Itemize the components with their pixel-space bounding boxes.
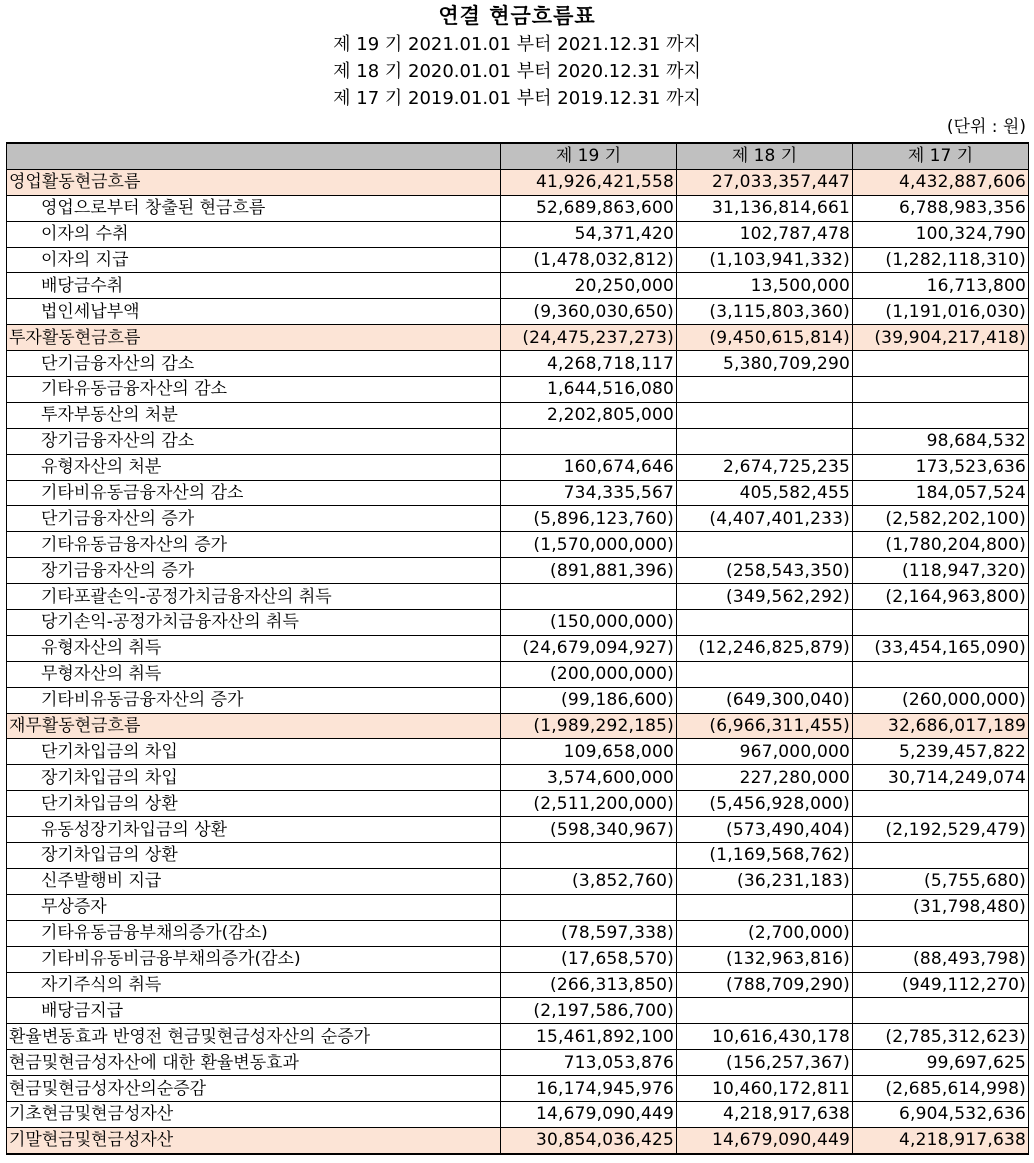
value-period-17: (260,000,000) [853, 687, 1029, 713]
value-period-17: (2,582,202,100) [853, 506, 1029, 532]
row-label: 기타비유동금융자산의 증가 [7, 687, 501, 713]
value-period-18: 5,380,709,290 [677, 351, 853, 377]
row-label: 장기차입금의 상환 [7, 843, 501, 869]
row-label: 법인세납부액 [7, 299, 501, 325]
value-period-18: 31,136,814,661 [677, 195, 853, 221]
value-period-19: 14,679,090,449 [501, 1101, 677, 1127]
row-label: 신주발행비 지급 [7, 868, 501, 894]
value-period-17: (2,164,963,800) [853, 584, 1029, 610]
row-label: 무형자산의 취득 [7, 661, 501, 687]
table-row [7, 299, 1029, 325]
value-period-19: (17,658,570) [501, 946, 677, 972]
value-period-19: (1,478,032,812) [501, 247, 677, 273]
value-period-19: (200,000,000) [501, 661, 677, 687]
value-period-19: (2,511,200,000) [501, 791, 677, 817]
value-period-19: 15,461,892,100 [501, 1024, 677, 1050]
row-label: 장기차입금의 차입 [7, 765, 501, 791]
header-period-18: 제 18 기 [677, 143, 853, 169]
value-period-18: (4,407,401,233) [677, 506, 853, 532]
row-label: 단기금융자산의 감소 [7, 351, 501, 377]
table-row [7, 946, 1029, 972]
value-period-18: 14,679,090,449 [677, 1127, 853, 1153]
value-period-18: (1,169,568,762) [677, 843, 853, 869]
value-period-19: (24,679,094,927) [501, 635, 677, 661]
period-line-18: 제 18 기 2020.01.01 부터 2020.12.31 까지 [333, 61, 701, 82]
value-period-18 [677, 610, 853, 636]
header-row [7, 143, 1029, 169]
row-label: 영업으로부터 창출된 현금흐름 [7, 195, 501, 221]
value-period-19: 20,250,000 [501, 273, 677, 299]
row-label: 무상증자 [7, 894, 501, 920]
table-row [7, 558, 1029, 584]
row-label: 기말현금및현금성자산 [7, 1127, 501, 1153]
value-period-18 [677, 661, 853, 687]
value-period-18: (156,257,367) [677, 1050, 853, 1076]
header-period-17: 제 17 기 [853, 143, 1029, 169]
value-period-17: 98,684,532 [853, 428, 1029, 454]
table-row [7, 610, 1029, 636]
value-period-18: (6,966,311,455) [677, 713, 853, 739]
value-period-19: 4,268,718,117 [501, 351, 677, 377]
value-period-17 [853, 610, 1029, 636]
value-period-19: 1,644,516,080 [501, 377, 677, 403]
value-period-18: 405,582,455 [677, 480, 853, 506]
value-period-19: (2,197,586,700) [501, 998, 677, 1024]
value-period-18: (573,490,404) [677, 817, 853, 843]
row-label: 유형자산의 취득 [7, 635, 501, 661]
value-period-17 [853, 920, 1029, 946]
value-period-17: (31,798,480) [853, 894, 1029, 920]
row-label: 배당금수취 [7, 273, 501, 299]
row-label: 현금및현금성자산에 대한 환율변동효과 [7, 1050, 501, 1076]
table-row [7, 972, 1029, 998]
table-row [7, 661, 1029, 687]
value-period-19: (150,000,000) [501, 610, 677, 636]
value-period-19: 52,689,863,600 [501, 195, 677, 221]
value-period-17: 6,788,983,356 [853, 195, 1029, 221]
value-period-17: 5,239,457,822 [853, 739, 1029, 765]
table-row [7, 868, 1029, 894]
table-row [7, 739, 1029, 765]
value-period-18: 4,218,917,638 [677, 1101, 853, 1127]
row-label: 현금및현금성자산의순증감 [7, 1076, 501, 1102]
value-period-19: (5,896,123,760) [501, 506, 677, 532]
value-period-19: 2,202,805,000 [501, 402, 677, 428]
table-row [7, 428, 1029, 454]
cash-flow-table [6, 142, 1029, 1155]
value-period-17: 6,904,532,636 [853, 1101, 1029, 1127]
table-row [7, 506, 1029, 532]
value-period-17 [853, 791, 1029, 817]
table-row [7, 351, 1029, 377]
table-section-row [7, 713, 1029, 739]
value-period-19 [501, 428, 677, 454]
value-period-19: (24,475,237,273) [501, 325, 677, 351]
value-period-17 [853, 843, 1029, 869]
value-period-17: (2,685,614,998) [853, 1076, 1029, 1102]
value-period-19: (266,313,850) [501, 972, 677, 998]
table-row [7, 402, 1029, 428]
table-section-row [7, 169, 1029, 195]
table-row [7, 480, 1029, 506]
value-period-17: (2,192,529,479) [853, 817, 1029, 843]
row-label: 배당금지급 [7, 998, 501, 1024]
value-period-19: 3,574,600,000 [501, 765, 677, 791]
value-period-17: 32,686,017,189 [853, 713, 1029, 739]
value-period-18: 2,674,725,235 [677, 454, 853, 480]
value-period-18: 102,787,478 [677, 221, 853, 247]
value-period-19: (3,852,760) [501, 868, 677, 894]
value-period-17 [853, 661, 1029, 687]
value-period-17: 99,697,625 [853, 1050, 1029, 1076]
value-period-18: 27,033,357,447 [677, 169, 853, 195]
table-section-row [7, 325, 1029, 351]
table-section-row [7, 1076, 1029, 1102]
unit-label: (단위 : 원) [946, 117, 1026, 137]
header-period-19: 제 19 기 [501, 143, 677, 169]
value-period-17: (39,904,217,418) [853, 325, 1029, 351]
value-period-17: (118,947,320) [853, 558, 1029, 584]
table-section-row [7, 1050, 1029, 1076]
table-row [7, 247, 1029, 273]
table-row [7, 920, 1029, 946]
row-label: 자기주식의 취득 [7, 972, 501, 998]
value-period-17: (949,112,270) [853, 972, 1029, 998]
row-label: 재무활동현금흐름 [7, 713, 501, 739]
value-period-17: (1,780,204,800) [853, 532, 1029, 558]
row-label: 유형자산의 처분 [7, 454, 501, 480]
row-label: 기초현금및현금성자산 [7, 1101, 501, 1127]
value-period-17: 173,523,636 [853, 454, 1029, 480]
value-period-17 [853, 377, 1029, 403]
row-label: 기타유동금융자산의 증가 [7, 532, 501, 558]
value-period-17 [853, 998, 1029, 1024]
value-period-19: (1,570,000,000) [501, 532, 677, 558]
row-label: 이자의 수취 [7, 221, 501, 247]
table-row [7, 687, 1029, 713]
row-label: 단기차입금의 차입 [7, 739, 501, 765]
value-period-17: 16,713,800 [853, 273, 1029, 299]
table-row [7, 765, 1029, 791]
value-period-17: 4,432,887,606 [853, 169, 1029, 195]
value-period-17: 184,057,524 [853, 480, 1029, 506]
value-period-19: 160,674,646 [501, 454, 677, 480]
value-period-17: (2,785,312,623) [853, 1024, 1029, 1050]
value-period-17: (1,191,016,030) [853, 299, 1029, 325]
value-period-19: (99,186,600) [501, 687, 677, 713]
value-period-18 [677, 377, 853, 403]
value-period-18 [677, 428, 853, 454]
row-label: 유동성장기차입금의 상환 [7, 817, 501, 843]
value-period-19: 713,053,876 [501, 1050, 677, 1076]
row-label: 기타포괄손익-공정가치금융자산의 취득 [7, 584, 501, 610]
value-period-18: (788,709,290) [677, 972, 853, 998]
value-period-19: 54,371,420 [501, 221, 677, 247]
value-period-19: 30,854,036,425 [501, 1127, 677, 1153]
value-period-19 [501, 894, 677, 920]
value-period-18: (258,543,350) [677, 558, 853, 584]
value-period-18 [677, 532, 853, 558]
value-period-17: (33,454,165,090) [853, 635, 1029, 661]
value-period-17: 100,324,790 [853, 221, 1029, 247]
value-period-17: 4,218,917,638 [853, 1127, 1029, 1153]
value-period-19: (78,597,338) [501, 920, 677, 946]
table-row [7, 195, 1029, 221]
period-line-17: 제 17 기 2019.01.01 부터 2019.12.31 까지 [333, 88, 701, 109]
value-period-18: (36,231,183) [677, 868, 853, 894]
value-period-17 [853, 351, 1029, 377]
value-period-17: (5,755,680) [853, 868, 1029, 894]
value-period-18: 967,000,000 [677, 739, 853, 765]
row-label: 투자활동현금흐름 [7, 325, 501, 351]
row-label: 장기금융자산의 증가 [7, 558, 501, 584]
table-row [7, 635, 1029, 661]
table-row [7, 454, 1029, 480]
value-period-18: 10,616,430,178 [677, 1024, 853, 1050]
value-period-18: (5,456,928,000) [677, 791, 853, 817]
row-label: 기타비유동비금융부채의증가(감소) [7, 946, 501, 972]
value-period-18: (2,700,000) [677, 920, 853, 946]
table-section-row [7, 1101, 1029, 1127]
value-period-18 [677, 402, 853, 428]
table-row [7, 894, 1029, 920]
value-period-19: 16,174,945,976 [501, 1076, 677, 1102]
value-period-19: (891,881,396) [501, 558, 677, 584]
value-period-19: (1,989,292,185) [501, 713, 677, 739]
value-period-17: 30,714,249,074 [853, 765, 1029, 791]
row-label: 이자의 지급 [7, 247, 501, 273]
row-label: 기타유동금융자산의 감소 [7, 377, 501, 403]
row-label: 환율변동효과 반영전 현금및현금성자산의 순증가 [7, 1024, 501, 1050]
value-period-19: (598,340,967) [501, 817, 677, 843]
value-period-18 [677, 894, 853, 920]
value-period-19 [501, 584, 677, 610]
value-period-18: 13,500,000 [677, 273, 853, 299]
row-label: 기타유동금융부채의증가(감소) [7, 920, 501, 946]
value-period-18: (132,963,816) [677, 946, 853, 972]
table-body [7, 169, 1029, 1153]
table-row [7, 817, 1029, 843]
value-period-18: 10,460,172,811 [677, 1076, 853, 1102]
value-period-19 [501, 843, 677, 869]
table-row [7, 843, 1029, 869]
row-label: 기타비유동금융자산의 감소 [7, 480, 501, 506]
value-period-18 [677, 998, 853, 1024]
row-label: 장기금융자산의 감소 [7, 428, 501, 454]
value-period-17: (1,282,118,310) [853, 247, 1029, 273]
period-line-19: 제 19 기 2021.01.01 부터 2021.12.31 까지 [333, 34, 701, 55]
value-period-18: (1,103,941,332) [677, 247, 853, 273]
row-label: 영업활동현금흐름 [7, 169, 501, 195]
document-title: 연결 현금흐름표 [438, 4, 596, 28]
table-row [7, 377, 1029, 403]
value-period-18: (349,562,292) [677, 584, 853, 610]
value-period-18: (649,300,040) [677, 687, 853, 713]
row-label: 투자부동산의 처분 [7, 402, 501, 428]
table-row [7, 791, 1029, 817]
row-label: 당기손익-공정가치금융자산의 취득 [7, 610, 501, 636]
row-label: 단기금융자산의 증가 [7, 506, 501, 532]
table-section-row [7, 1024, 1029, 1050]
header-account [7, 143, 501, 169]
value-period-17 [853, 402, 1029, 428]
value-period-19: 109,658,000 [501, 739, 677, 765]
value-period-18: (3,115,803,360) [677, 299, 853, 325]
value-period-18: 227,280,000 [677, 765, 853, 791]
value-period-18: (12,246,825,879) [677, 635, 853, 661]
table-row [7, 532, 1029, 558]
value-period-18: (9,450,615,814) [677, 325, 853, 351]
value-period-17: (88,493,798) [853, 946, 1029, 972]
table-section-row [7, 1127, 1029, 1153]
value-period-19: 41,926,421,558 [501, 169, 677, 195]
value-period-19: (9,360,030,650) [501, 299, 677, 325]
table-row [7, 998, 1029, 1024]
value-period-19: 734,335,567 [501, 480, 677, 506]
row-label: 단기차입금의 상환 [7, 791, 501, 817]
table-row [7, 221, 1029, 247]
table-row [7, 273, 1029, 299]
table-row [7, 584, 1029, 610]
